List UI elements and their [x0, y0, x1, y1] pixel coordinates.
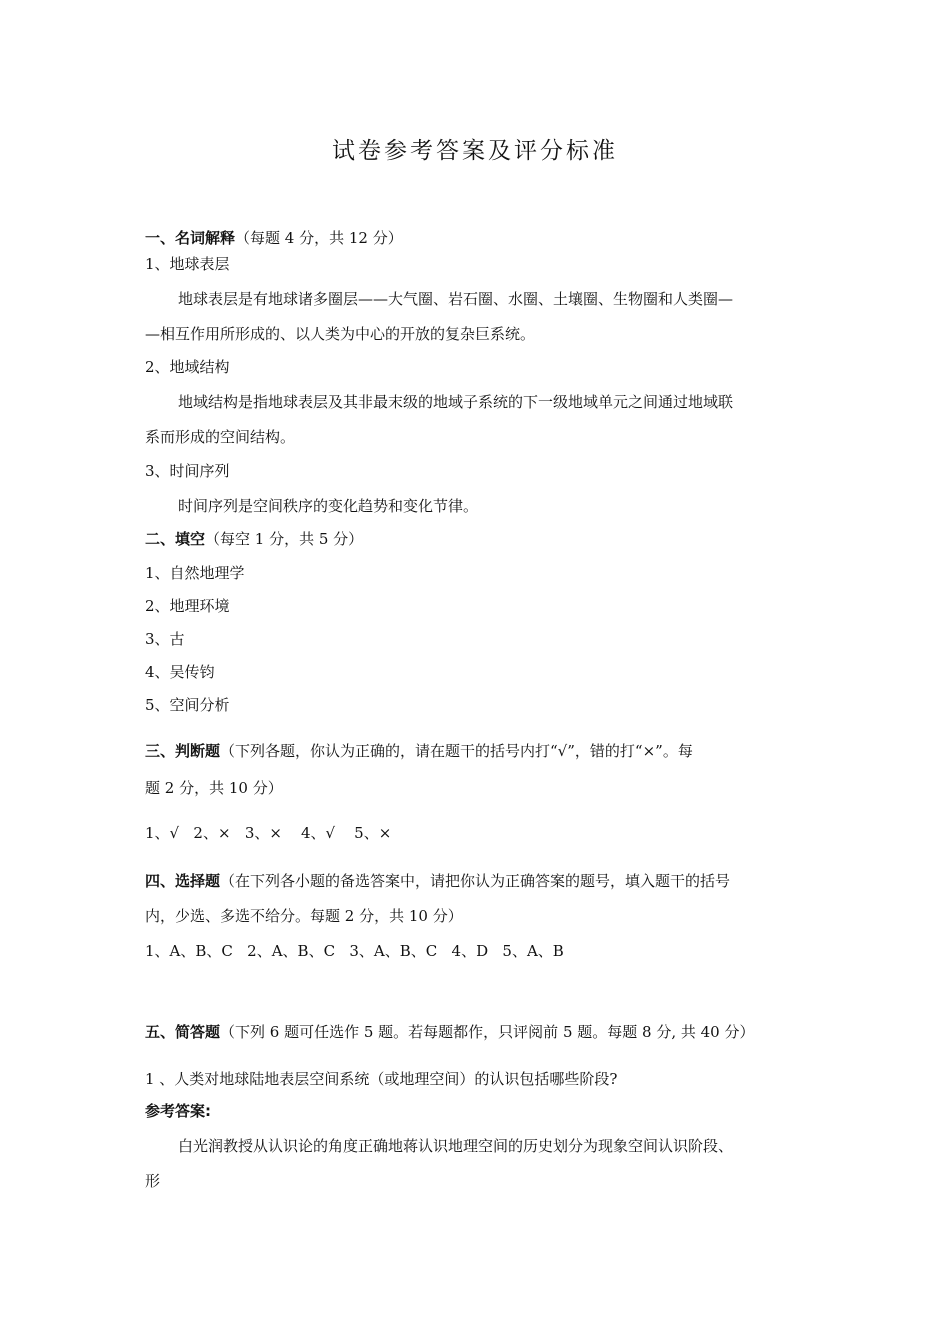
- section-title: 二、填空: [145, 530, 206, 548]
- section-note: （下列各题，你认为正确的，请在题干的括号内打“√”，错的打“×”。每: [220, 742, 693, 760]
- list-item: 5、空间分析: [145, 696, 230, 714]
- answer-text: 白光润教授从认识论的角度正确地蒋认识地理空间的历史划分为现象空间认识阶段、: [178, 1137, 734, 1155]
- definition-text: —相互作用所形成的、以人类为中心的开放的复杂巨系统。: [145, 325, 536, 343]
- section-heading: [145, 740, 815, 762]
- section-note: （每空 1 分，共 5 分）: [205, 530, 364, 548]
- answer-text: 形: [145, 1172, 161, 1190]
- section-title: 三、判断题: [145, 742, 221, 760]
- section-heading: [145, 870, 815, 892]
- page-title: 试卷参考答案及评分标准: [332, 138, 618, 164]
- section-heading: [145, 227, 815, 249]
- term-heading: 3、时间序列: [145, 462, 230, 480]
- list-item: 3、古: [145, 630, 185, 648]
- list-item: 1、自然地理学: [145, 564, 245, 582]
- question-text: 1 、人类对地球陆地表层空间系统（或地理空间）的认识包括哪些阶段?: [145, 1070, 618, 1088]
- section-heading: [145, 1021, 815, 1043]
- term-heading: 2、地域结构: [145, 358, 230, 376]
- answer-list: 1、√ 2、× 3、× 4、√ 5、×: [145, 824, 392, 842]
- term-heading: 1、地球表层: [145, 255, 230, 273]
- answer-list: 1、A、B、C 2、A、B、C 3、A、B、C 4、D 5、A、B: [145, 942, 564, 960]
- section-note: （在下列各小题的备选答案中，请把你认为正确答案的题号，填入题干的括号: [220, 872, 731, 890]
- section-note-continued: 内，少选、多选不给分。每题 2 分，共 10 分）: [145, 907, 463, 925]
- section-note: （每题 4 分，共 12 分）: [235, 229, 403, 247]
- definition-text: 地球表层是有地球诸多圈层——大气圈、岩石圈、水圈、土壤圈、生物圈和人类圈—: [178, 290, 734, 308]
- section-heading: [145, 528, 815, 550]
- section-note-continued: 题 2 分，共 10 分）: [145, 779, 283, 797]
- section-title: 四、选择题: [145, 872, 221, 890]
- definition-text: 地域结构是指地球表层及其非最末级的地域子系统的下一级地域单元之间通过地域联: [178, 393, 734, 411]
- definition-text: 时间序列是空间秩序的变化趋势和变化节律。: [178, 497, 479, 515]
- answer-label: 参考答案:: [145, 1102, 211, 1120]
- section-note: （下列 6 题可任选作 5 题。若每题都作，只评阅前 5 题。每题 8 分, 共 40 分）: [220, 1023, 755, 1041]
- list-item: 2、地理环境: [145, 597, 230, 615]
- list-item: 4、吴传钧: [145, 663, 215, 681]
- section-title: 五、简答题: [145, 1023, 221, 1041]
- definition-text: 系而形成的空间结构。: [145, 428, 296, 446]
- section-title: 一、名词解释: [145, 229, 236, 247]
